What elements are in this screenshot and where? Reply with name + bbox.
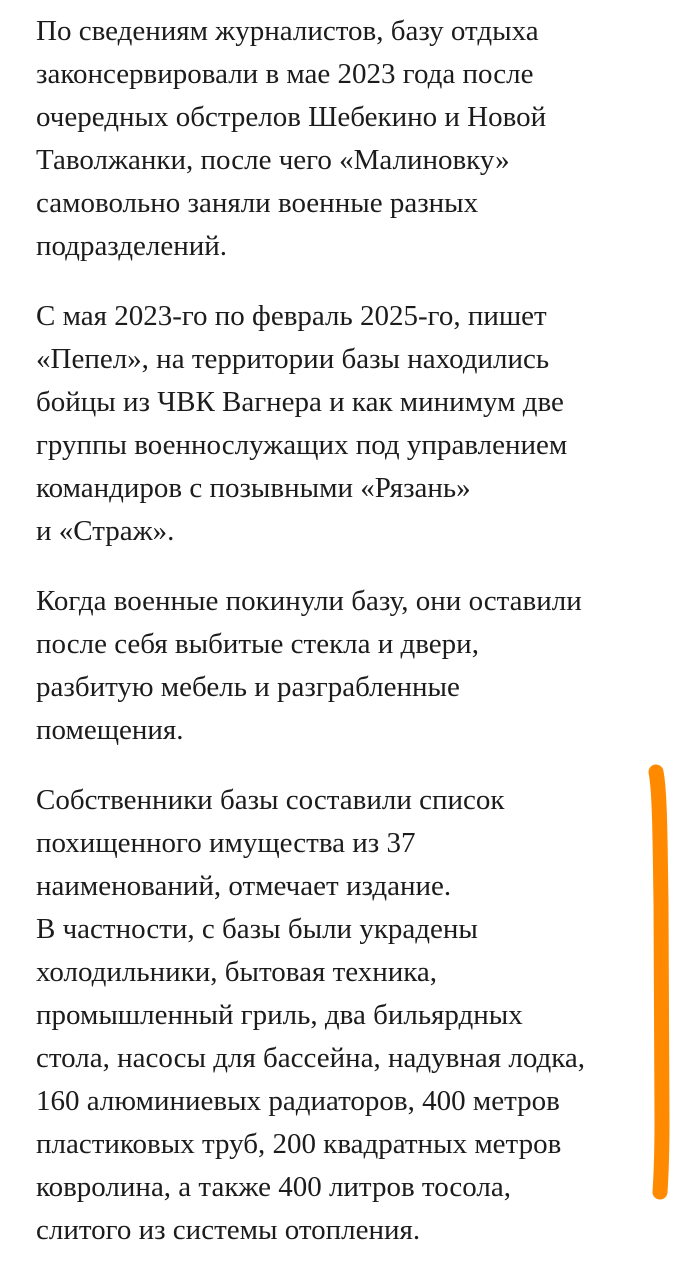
paragraph-damage — [36, 580, 666, 752]
text-line: Когда военные покинули базу, они оставили — [36, 585, 582, 617]
text-line: В частности, с базы были украдены — [36, 913, 478, 945]
text-line: ковролина, а также 400 литров тосола, — [36, 1171, 512, 1203]
text-line: командиров с позывными «Рязань» — [36, 472, 471, 504]
orange-highlight-stroke — [648, 762, 676, 1202]
text-line: наименований, отмечает издание. — [36, 870, 452, 902]
text-line: похищенного имущества из 37 — [36, 827, 416, 859]
paragraph-stolen-property — [36, 779, 666, 1252]
paragraph-journalists-info — [36, 10, 666, 268]
text-line: самовольно заняли военные разных — [36, 187, 479, 219]
text-line: разбитую мебель и разграбленные — [36, 671, 460, 703]
text-line: Собственники базы составили список — [36, 784, 505, 816]
text-line: слитого из системы отопления. — [36, 1214, 421, 1246]
text-line: Таволжанки, после чего «Малиновку» — [36, 144, 510, 176]
text-line: 160 алюминиевых радиаторов, 400 метров — [36, 1085, 560, 1117]
text-line: «Пепел», на территории базы находились — [36, 343, 550, 375]
text-line: пластиковых труб, 200 квадратных метров — [36, 1128, 562, 1160]
text-line: законсервировали в мае 2023 года после — [36, 58, 534, 90]
paragraph-wagner-presence — [36, 295, 666, 553]
text-line: По сведениям журналистов, базу отдыха — [36, 15, 539, 47]
text-line: подразделений. — [36, 230, 228, 262]
text-line: очередных обстрелов Шебекино и Новой — [36, 101, 547, 133]
article-body — [36, 10, 666, 1279]
text-line: стола, насосы для бассейна, надувная лодка, — [36, 1042, 586, 1074]
text-line: и «Страж». — [36, 515, 175, 547]
text-line: холодильники, бытовая техника, — [36, 956, 438, 988]
text-line: помещения. — [36, 714, 184, 746]
text-line: группы военнослужащих под управлением — [36, 429, 568, 461]
text-line: промышленный гриль, два бильярдных — [36, 999, 523, 1031]
text-line: после себя выбитые стекла и двери, — [36, 628, 479, 660]
text-line: С мая 2023-го по февраль 2025-го, пишет — [36, 300, 547, 332]
text-line: бойцы из ЧВК Вагнера и как минимум две — [36, 386, 564, 418]
